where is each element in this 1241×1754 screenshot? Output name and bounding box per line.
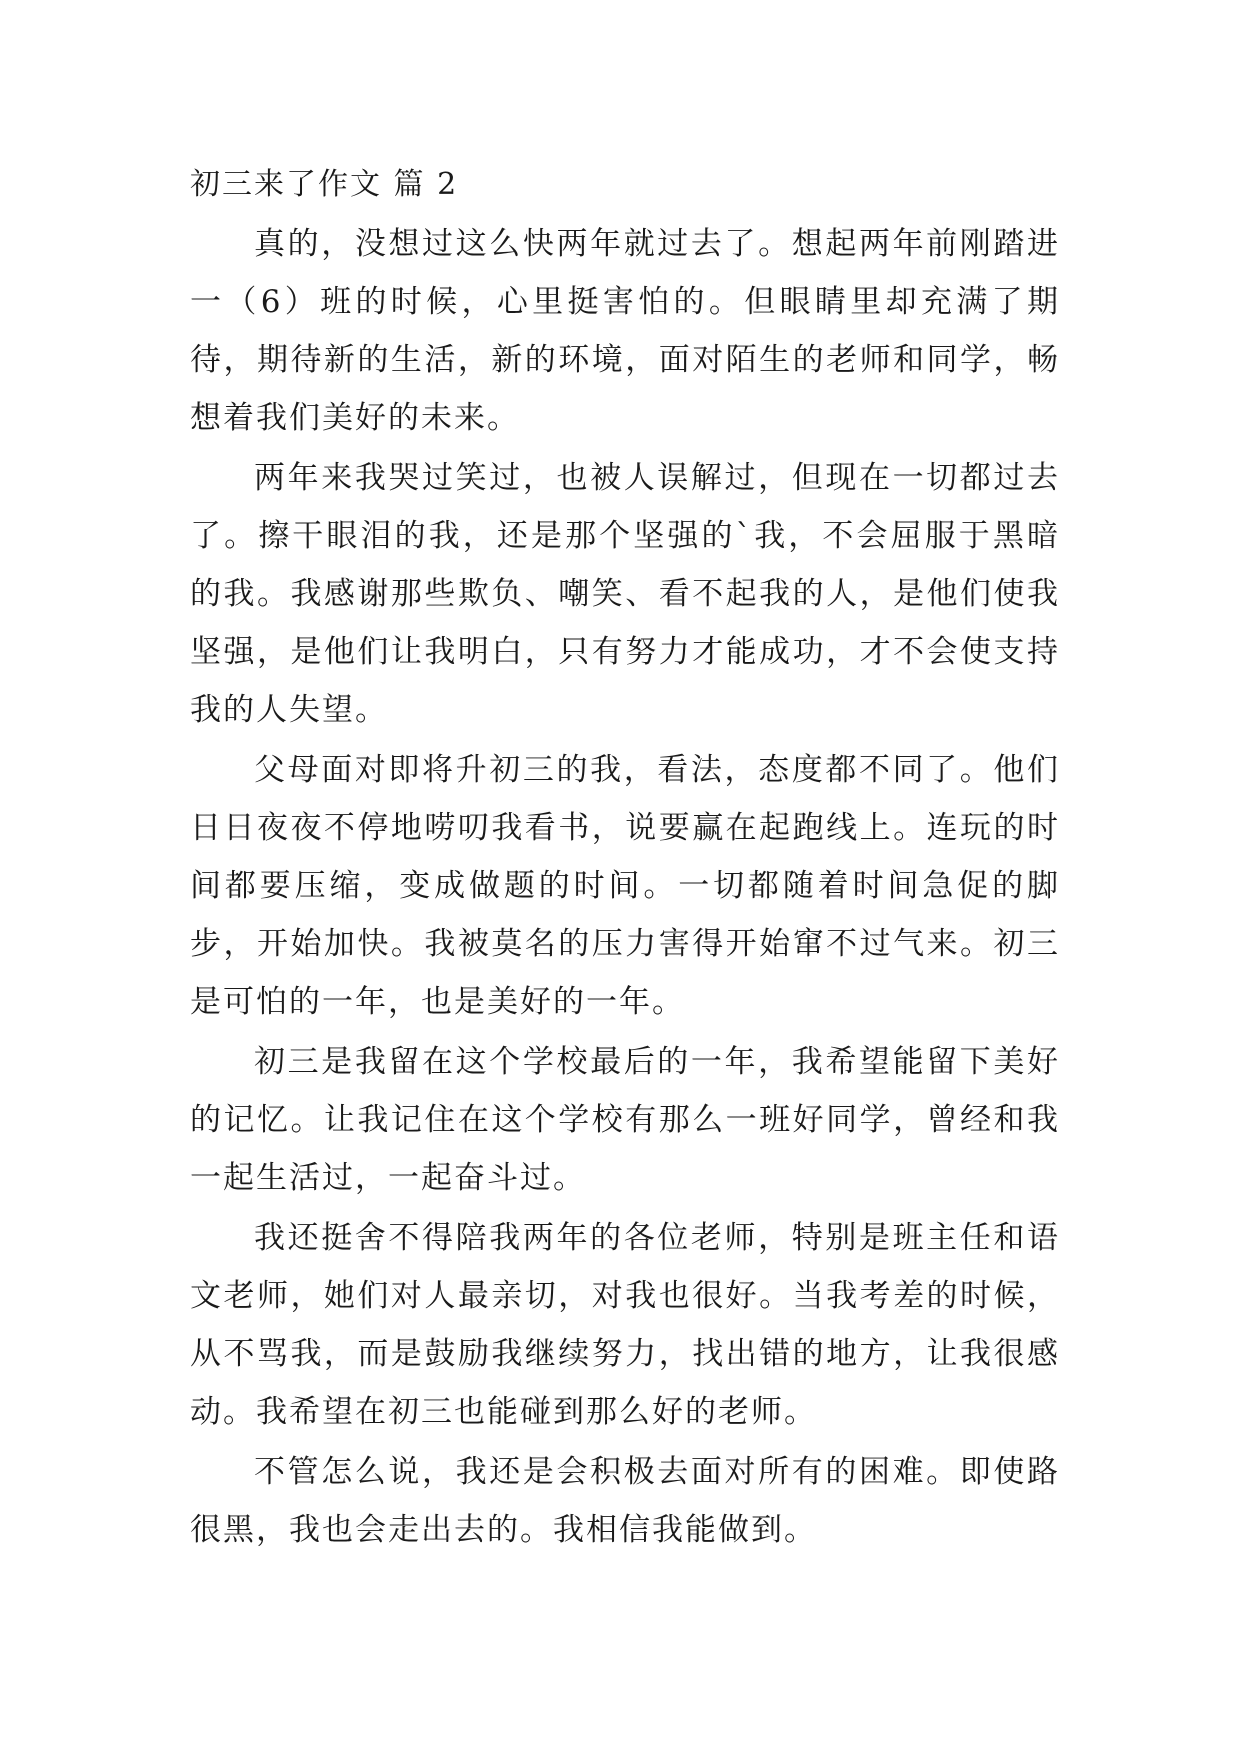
paragraph-5: 我还挺舍不得陪我两年的各位老师，特别是班主任和语文老师，她们对人最亲切，对我也很好。当我考差的时候，从不骂我，而是鼓励我继续努力，找出错的地方，让我很感动。我希望在初三也能碰到那么好的老师。 [190,1220,1060,1430]
paragraph-3: 父母面对即将升初三的我，看法，态度都不同了。他们日日夜夜不停地唠叨我看书，说要赢在起跑线上。连玩的时间都要压缩，变成做题的时间。一切都随着时间急促的脚步，开始加快。我被莫名的压力害得开始窜不过气来。初三是可怕的一年，也是美好的一年。 [190,752,1060,1020]
paragraph-2: 两年来我哭过笑过，也被人误解过，但现在一切都过去了。擦干眼泪的我，还是那个坚强的`我，不会屈服于黑暗的我。我感谢那些欺负、嘲笑、看不起我的人，是他们使我坚强，是他们让我明白，只有努力才能成功，才不会使支持我的人失望。 [190,460,1060,728]
essay-title: 初三来了作文 篇 2 [190,167,459,202]
document-body [190,165,1060,1561]
paragraph-4: 初三是我留在这个学校最后的一年，我希望能留下美好的记忆。让我记住在这个学校有那么一班好同学，曾经和我一起生活过，一起奋斗过。 [190,1044,1060,1196]
paragraph-6: 不管怎么说，我还是会积极去面对所有的困难。即使路很黑，我也会走出去的。我相信我能做到。 [190,1454,1060,1548]
paragraph-1: 真的，没想过这么快两年就过去了。想起两年前刚踏进一（6）班的时候，心里挺害怕的。但眼睛里却充满了期待，期待新的生活，新的环境，面对陌生的老师和同学，畅想着我们美好的未来。 [190,226,1060,436]
